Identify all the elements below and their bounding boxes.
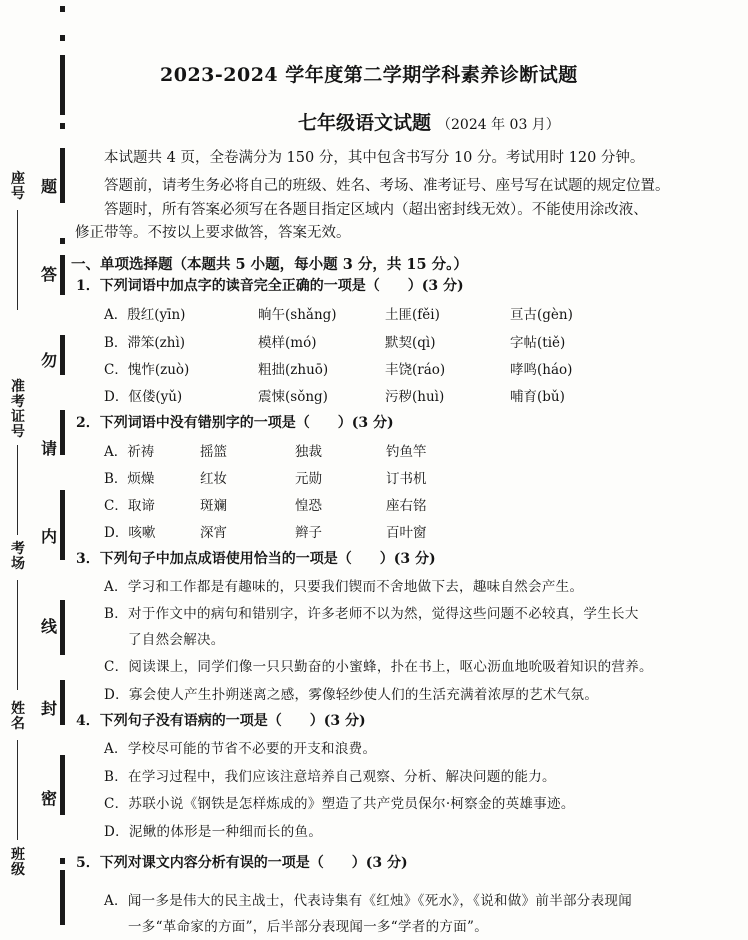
option-item: 红妆 bbox=[200, 471, 227, 487]
field-line bbox=[17, 740, 18, 840]
exam-date: （2024 年 03 月） bbox=[437, 117, 560, 133]
option-item: 惶恐 bbox=[295, 498, 322, 514]
margin-mark bbox=[60, 123, 65, 129]
margin-mark bbox=[60, 6, 65, 12]
option-line: A．学校尽可能的节省不必要的开支和浪费。 bbox=[104, 741, 377, 757]
field-seat-label: 座号 bbox=[11, 171, 25, 202]
margin-bar bbox=[60, 755, 65, 815]
margin-bar bbox=[60, 410, 65, 455]
option-item: 字帖(tiě) bbox=[510, 335, 566, 351]
option-item: B．滞笨(zhì) bbox=[104, 335, 186, 351]
field-line bbox=[17, 580, 18, 690]
question-stem: 1．下列词语中加点字的读音完全正确的一项是（ ）(3 分) bbox=[76, 278, 464, 294]
question-stem: 4．下列句子没有语病的一项是（ ）(3 分) bbox=[76, 713, 366, 729]
option-item: 污秽(huì) bbox=[385, 389, 445, 405]
margin-bar bbox=[60, 600, 65, 655]
option-item: 独裁 bbox=[295, 444, 322, 460]
option-line: D．泥鳅的体形是一种细而长的鱼。 bbox=[104, 824, 323, 840]
option-item: 模样(mó) bbox=[258, 335, 317, 351]
instruction-line: 答题时，所有答案必须写在各题目指定区域内（超出密封线无效）。不能使用涂改液、 bbox=[104, 202, 648, 218]
question-stem: 3．下列句子中加点成语使用恰当的一项是（ ）(3 分) bbox=[76, 551, 436, 567]
question-stem: 2．下列词语中没有错别字的一项是（ ）(3 分) bbox=[76, 415, 394, 431]
margin-mark bbox=[60, 858, 65, 864]
seal-char: 封 bbox=[41, 699, 58, 718]
margin-mark bbox=[60, 35, 65, 41]
field-line bbox=[17, 445, 18, 535]
option-item: C．取谛 bbox=[104, 498, 155, 514]
option-item: A．殷红(yīn) bbox=[104, 307, 186, 323]
option-item: 元勋 bbox=[295, 471, 322, 487]
instruction-line: 答题前，请考生务必将自己的班级、姓名、考场、准考证号、座号写在试题的规定位置。 bbox=[104, 178, 670, 194]
option-line: C．阅读课上，同学们像一只只勤奋的小蜜蜂，扑在书上，呕心沥血地吮吸着知识的营养。 bbox=[104, 659, 653, 675]
option-item: B．烦燥 bbox=[104, 471, 155, 487]
field-line bbox=[17, 210, 18, 310]
margin-bar bbox=[60, 335, 65, 375]
option-line: 了自然会解决。 bbox=[128, 632, 225, 648]
question-stem: 5．下列对课文内容分析有误的一项是（ ）(3 分) bbox=[76, 855, 408, 871]
option-item: D．咳嗽 bbox=[104, 525, 156, 541]
option-item: 深宵 bbox=[200, 525, 227, 541]
seal-char: 题 bbox=[41, 177, 58, 196]
margin-bar bbox=[60, 490, 65, 560]
option-item: 钓鱼竿 bbox=[386, 444, 427, 460]
section-title: 一、单项选择题（本题共 5 小题，每小题 3 分，共 15 分。） bbox=[71, 256, 468, 273]
seal-char: 内 bbox=[41, 527, 58, 546]
subject-name: 七年级语文试题 bbox=[298, 112, 432, 134]
option-item: C．愧怍(zuò) bbox=[104, 362, 190, 378]
field-name-label: 姓名 bbox=[11, 701, 25, 732]
option-line: B．在学习过程中，我们应该注意培养自己观察、分析、解决问题的能力。 bbox=[104, 769, 556, 785]
option-item: 订书机 bbox=[386, 471, 427, 487]
option-item: 亘古(gèn) bbox=[510, 307, 573, 323]
margin-bar bbox=[60, 870, 65, 925]
margin-bar bbox=[60, 255, 65, 295]
option-line: D．寡会使人产生扑朔迷离之感，雾像轻纱使人们的生活充满着浓厚的艺术气氛。 bbox=[104, 687, 599, 703]
option-item: 默契(qì) bbox=[385, 335, 436, 351]
option-item: 辫子 bbox=[295, 525, 322, 541]
option-item: 晌午(shǎng) bbox=[258, 307, 337, 323]
instruction-line: 修正带等。不按以上要求做答，答案无效。 bbox=[75, 225, 351, 241]
option-item: 百叶窗 bbox=[386, 525, 427, 541]
field-room-label: 考场 bbox=[11, 541, 25, 572]
option-line: A．学习和工作都是有趣味的，只要我们锲而不舍地做下去，趣味自然会产生。 bbox=[104, 579, 584, 595]
seal-char: 线 bbox=[41, 617, 58, 636]
option-item: 摇篮 bbox=[200, 444, 227, 460]
margin-bar bbox=[60, 680, 65, 725]
option-line: B．对于作文中的病句和错别字，许多老师不以为然，觉得这些问题不必较真，学生长大 bbox=[104, 606, 639, 622]
field-class-label: 班级 bbox=[11, 847, 25, 878]
seal-char: 答 bbox=[41, 265, 58, 284]
margin-mark bbox=[60, 238, 65, 244]
option-item: 座右铭 bbox=[386, 498, 427, 514]
margin-bar bbox=[60, 55, 65, 115]
margin-bar bbox=[60, 148, 65, 203]
seal-char: 勿 bbox=[41, 351, 58, 370]
field-exam-id-label: 准考证号 bbox=[11, 379, 25, 440]
instruction-line: 本试题共 4 页，全卷满分为 150 分，其中包含书写分 10 分。考试用时 120 分钟。 bbox=[104, 150, 645, 166]
option-item: 震悚(sǒng) bbox=[258, 389, 328, 405]
option-line: A．闻一多是伟大的民主战士，代表诗集有《红烛》《死水》，《说和做》前半部分表现闻 bbox=[104, 893, 632, 909]
option-item: A．祈祷 bbox=[104, 444, 155, 460]
option-item: 粗拙(zhuō) bbox=[258, 362, 329, 378]
option-item: 斑斓 bbox=[200, 498, 227, 514]
option-item: 丰饶(ráo) bbox=[385, 362, 446, 378]
exam-title: 2023-2024 学年度第二学期学科素养诊断试题 bbox=[160, 64, 578, 86]
subject-title bbox=[298, 108, 560, 135]
seal-char: 请 bbox=[41, 439, 58, 458]
option-line: 一多“革命家的方面”，后半部分表现闻一多“学者的方面”。 bbox=[128, 919, 489, 935]
option-item: 哮鸣(háo) bbox=[510, 362, 573, 378]
option-item: D．伛偻(yǔ) bbox=[104, 389, 183, 405]
seal-char: 密 bbox=[41, 789, 58, 808]
option-line: C．苏联小说《钢铁是怎样炼成的》塑造了共产党员保尔·柯察金的英雄事迹。 bbox=[104, 796, 575, 812]
option-item: 哺育(bǔ) bbox=[510, 389, 565, 405]
option-item: 土匪(fěi) bbox=[385, 307, 440, 323]
